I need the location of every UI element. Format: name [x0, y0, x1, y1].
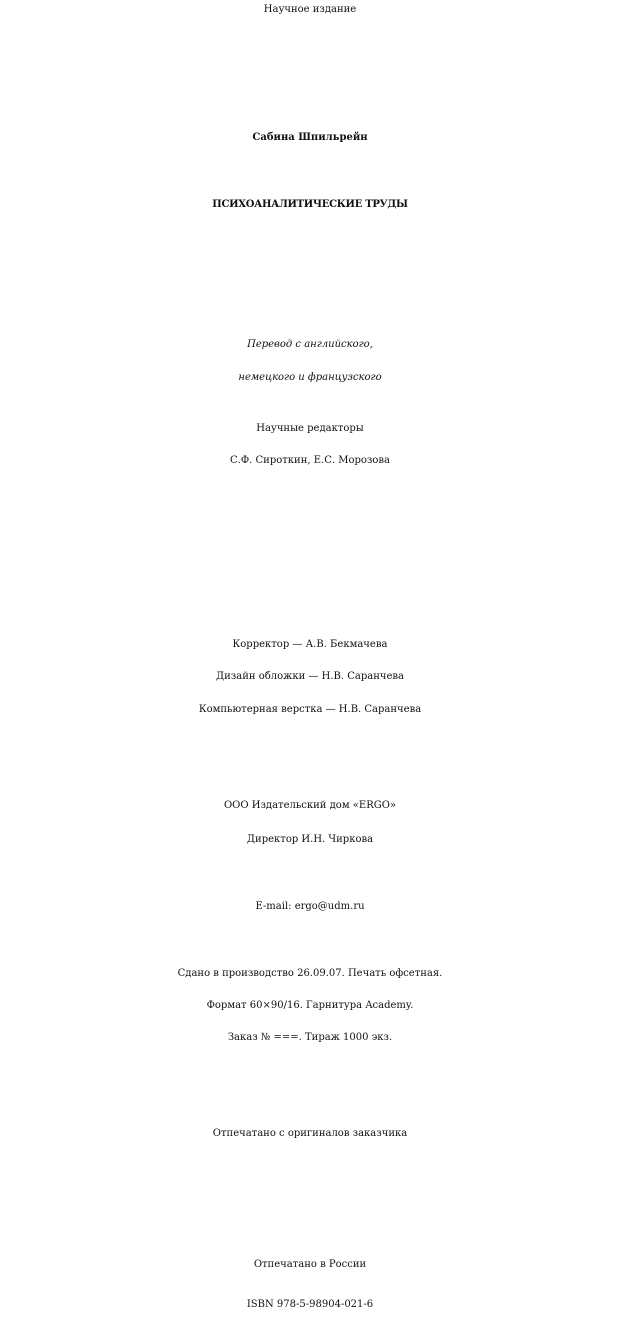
publisher-email: E-mail: ergo@udm.ru: [255, 901, 365, 912]
editors-label: Научные редакторы: [256, 423, 364, 434]
printed-country-note: Отпечатано в России: [253, 1259, 367, 1270]
credit-cover-design: Дизайн обложки — Н.В. Саранчева: [216, 671, 404, 682]
translation-line-1: Перевод с английского,: [247, 339, 373, 350]
author-name: Сабина Шпильрейн: [252, 132, 368, 143]
production-line-2: Формат 60×90/16. Гарнитура Academy.: [206, 1000, 414, 1011]
production-line-1: Сдано в производство 26.09.07. Печать офсетная.: [177, 968, 443, 979]
credit-layout: Компьютерная верстка — Н.В. Саранчева: [198, 704, 422, 715]
printed-origin-note: Отпечатано с оригиналов заказчика: [212, 1128, 408, 1139]
translation-line-2: немецкого и французского: [238, 372, 382, 383]
publisher-director: Директор И.Н. Чиркова: [246, 834, 374, 845]
book-title: ПСИХОАНАЛИТИЧЕСКИЕ ТРУДЫ: [212, 199, 408, 210]
isbn: ISBN 978-5-98904-021-6: [246, 1299, 374, 1310]
imprint-type: Научное издание: [263, 4, 357, 15]
credit-proofreader: Корректор — А.В. Бекмачева: [232, 639, 388, 650]
editors-names: С.Ф. Сироткин, Е.С. Морозова: [230, 455, 390, 466]
publisher-name: ООО Издательский дом «ERGO»: [223, 800, 397, 811]
production-line-3: Заказ № ===. Тираж 1000 экз.: [227, 1032, 393, 1043]
